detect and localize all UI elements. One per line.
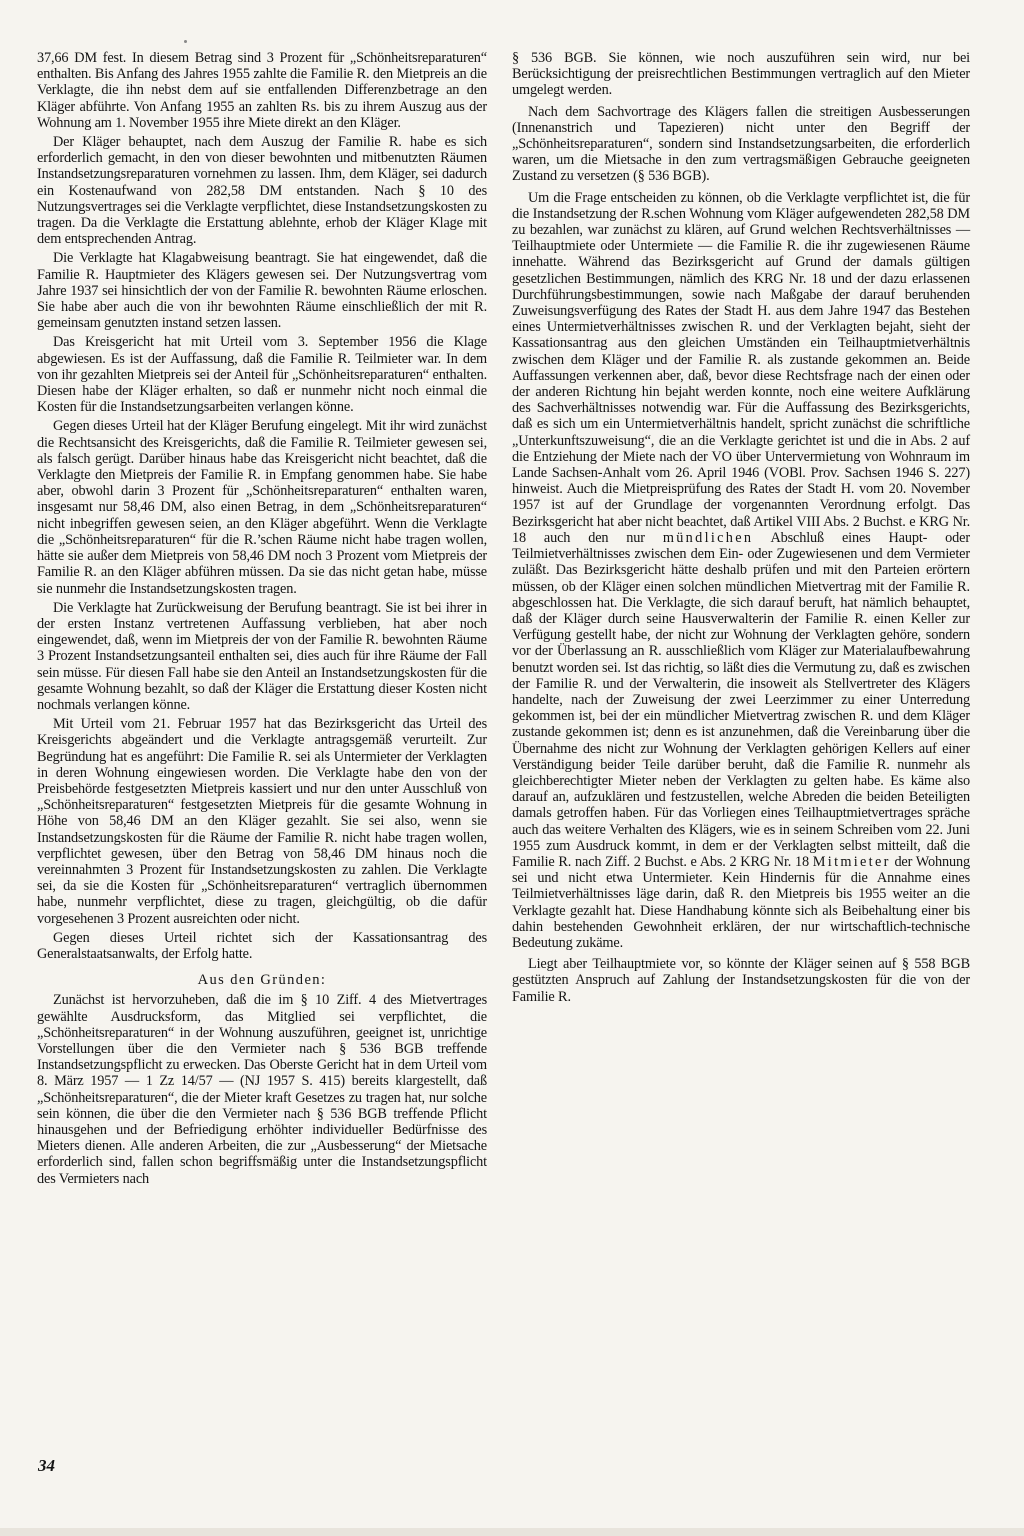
spaced-emphasis: Mitmieter [812,853,891,870]
paragraph: Liegt aber Teilhauptmiete vor, so könnte der Kläger seinen auf § 558 BGB gestützten Anspruch auf Zahlung der Instandsetzungskosten für die von der Familie R. [512,956,970,1005]
paragraph: Der Kläger behauptet, nach dem Auszug der Familie R. habe es sich erforderlich gemacht, in den von dieser bewohnten und mitbenutzten Räumen Instandsetzungsreparaturen vornehmen zu lassen. Ihm, dem Kläger, sei dadurch ein Kostenaufwand von 282,58 DM entstanden. Nach § 10 des Nutzungsvertrages sei die Verklagte verpflichtet, diese Instandsetzungskosten zu tragen. Da die Verklagte die Erstattung ablehnte, erhob der Kläger Klage mit dem entsprechenden Antrag. [37,134,487,248]
page-number: 34 [38,1456,55,1475]
paragraph: Mit Urteil vom 21. Februar 1957 hat das Bezirksgericht das Urteil des Kreisgerichts abgeändert und die Verklagte antragsgemäß verurteilt. Zur Begründung hat es angeführt: Die Familie R. sei als Untermieter der Verklagten in deren Wohnung eingewiesen worden. Die Verklagte habe den von der Preisbehörde festgesetzten Mietpreis kassiert und nur den unter Ausschluß von „Schönheitsreparaturen“ festgesetzten Mietpreis für die gesamte Wohnung in Höhe von 58,46 DM an den Kläger gezahlt. Sie sei also, wenn sie Instandsetzungskosten für die Räume der Familie R. nicht habe tragen wollen, verpflichtet gewesen, über den Betrag von 58,46 DM hinaus noch die vereinnahmten 3 Prozent für Instandsetzungskosten zu zahlen. Die Verklagte sei, da sie die Kosten für „Schönheitsreparaturen“ vertraglich übernommen habe, nunmehr verpflichtet, diese zu tragen, gleichgültig, ob die dafür vorgesehenen 3 Prozent ausreichten oder nicht. [37,716,487,927]
spaced-emphasis: mündlichen [662,529,754,546]
paragraph: Die Verklagte hat Klagabweisung beantragt. Sie hat eingewendet, daß die Familie R. Hauptmieter des Klägers gewesen sei. Der Nutzungsvertrag vom Jahre 1937 sei hinsichtlich der von der Familie R. bewohnten Räume erloschen. Sie habe aber auch die von ihr bewohnten Räume einschließlich der mit R. gemeinsam genutzten instand setzen lassen. [37,250,487,332]
left-column [37,50,487,1190]
text-run: Um die Frage entscheiden zu können, ob die Verklagte verpflichtet ist, die für die Instandsetzung der R.schen Wohnung vom Kläger aufgewendeten 282,58 DM zu bezahlen, war zunächst zu klären, auf Grund welchen Rechtsverhältnisses — Teilhauptmiete oder Untermiete — die Familie R. die ihr zugewiesenen Räume innehatte. Während das Bezirksgericht auf Grund der damals gültigen gesetzlichen Bestimmungen, nämlich des KRG Nr. 18 und der dazu erlassenen Durchführungsbestimmungen, sowie nach Maßgabe der darauf beruhenden Zuweisungsverfügung des Rates der Stadt H. aus dem Jahre 1947 das Bestehen eines Untermietverhältnisses zwischen R. und der Verklagten bejaht, sieht der Kassationsantrag aus den gleichen Umständen ein Teilhauptmietverhältnis zwischen dem Kläger und der Familie R. als zustande gekommen an. Beide Auffassungen verkennen aber, daß, bevor diese Rechtsfrage nach der einen oder der anderen Richtung hin bejaht werden konnte, noch eine weitere Aufklärung des Sachverhältnisses notwendig war. Für die Auffassung des Bezirksgerichts, daß es sich um ein Untermietverhältnis handelt, spricht zunächst die schriftliche „Unterkunftszuweisung“, die an die Verklagte gerichtet ist und die in Abs. 2 auf die Entziehung der Miete nach der VO über Untervermietung von Wohnraum im Lande Sachsen-Anhalt vom 26. April 1946 (VOBl. Prov. Sachsen 1946 S. 227) hinweist. Auch die Mietpreisprüfung des Rates der Stadt H. vom 20. November 1957 ist auf der Grundlage der vorgenannten Verordnung erfolgt. Das Bezirksgericht hat aber nicht beachtet, daß Artikel VIII Abs. 2 Buchst. e KRG Nr. 18 auch den nur [512,189,970,546]
print-speck [184,40,187,43]
paragraph: Die Verklagte hat Zurückweisung der Berufung beantragt. Sie ist bei ihrer in der ersten Instanz vertretenen Auffassung verblieben, hat aber noch eingewendet, daß, wenn im Mietpreis der von der Familie R. bewohnten Räume 3 Prozent Instandsetzungsanteil enthalten sei, dies auch für ihre Räume der Fall sein müsse. Für diesen Fall habe sie den Anteil an Instandsetzungskosten für die gesamte Wohnung bezahlt, so daß der Kläger die Erstattung dieser Kosten nicht nochmals verlangen könne. [37,599,487,713]
paragraph: Gegen dieses Urteil hat der Kläger Berufung eingelegt. Mit ihr wird zunächst die Rechtsansicht des Kreisgerichts, daß die Familie R. Teilmieter gewesen sei, als falsch gerügt. Darüber hinaus habe das Kreisgericht nicht beachtet, daß die Verklagte den Mietpreis der Familie R. in Empfang genommen habe. Sie habe aber, obwohl darin 3 Prozent für „Schönheitsreparaturen“ enthalten waren, insgesamt nur 58,46 DM, also einen Betrag, in dem „Schönheitsreparaturen“ nicht inbegriffen gewesen seien, an den Kläger abgeführt. Wenn die Verklagte die „Schönheitsreparaturen“ für die R.’schen Räume nicht habe tragen wollen, hätte sie außer dem Mietpreis von 58,46 DM noch 3 Prozent vom Mietpreis der Familie R. an den Kläger abführen müssen. Da sie das nicht getan habe, müsse sie nunmehr die Instandsetzungskosten tragen. [37,418,487,597]
text-run: der Wohnung sei und nicht etwa Untermieter. Kein Hindernis für die Annahme eines Teilmietverhältnisses läge darin, daß R. den Mietpreis bis 1955 weiter an die Verklagte gezahlt hat. Diese Handhabung könnte sich als Beibehaltung einer bis dahin bestehenden Gewohnheit erklären, der nur wirtschaftlich-technische Bedeutung zukäme. [512,853,970,951]
paragraph: 37,66 DM fest. In diesem Betrag sind 3 Prozent für „Schönheitsreparaturen“ enthalten. Bis Anfang des Jahres 1955 zahlte die Familie R. den Mietpreis an die Verklagte, die ihn nebst dem auf sie entfallenden Differenzbetrage an den Kläger abführte. Von Anfang 1955 an zahlten Rs. bis zu ihrem Auszug aus der Wohnung am 1. November 1955 ihre Miete direkt an den Kläger. [37,50,487,131]
paragraph: Gegen dieses Urteil richtet sich der Kassationsantrag des Generalstaatsanwalts, der Erfolg hatte. [37,929,487,962]
right-column [512,50,970,1010]
paragraph: Nach dem Sachvortrage des Klägers fallen die streitigen Ausbesserungen (Innenanstrich und Tapezieren) nicht unter den Begriff der „Schönheitsreparaturen“, sondern sind Instandsetzungsarbeiten, die erforderlich waren, um die Mietsache in den zum vertragsmäßigen Gebrauche geeigneten Zustand zu versetzen (§ 536 BGB). [512,103,970,185]
paragraph: Zunächst ist hervorzuheben, daß die im § 10 Ziff. 4 des Mietvertrages gewählte Ausdrucksform, das Mitglied sei verpflichtet, die „Schönheitsreparaturen“ in der Wohnung auszuführen, geeignet ist, unrichtige Vorstellungen über die den Vermieter nach § 536 BGB treffende Instandsetzungspflicht zu erwecken. Das Oberste Gericht hat in dem Urteil vom 8. März 1957 — 1 Zz 14/57 — (NJ 1957 S. 415) bereits klargestellt, daß „Schönheitsreparaturen“, die der Mieter kraft Gesetzes zu tragen hat, nur solche sein können, die über die den Vermieter nach § 536 BGB treffende Pflicht hinausgehen und der Befriedigung erhöhter individueller Bedürfnisse des Mieters dienen. Alle anderen Arbeiten, die zur „Ausbesserung“ der Mietsache erforderlich sind, fallen schon begriffsmäßig unter die Instandsetzungspflicht des Vermieters nach [37,992,487,1187]
paragraph: Das Kreisgericht hat mit Urteil vom 3. September 1956 die Klage abgewiesen. Es ist der Auffassung, daß die Familie R. Teilmieter war. In dem von ihr gezahlten Mietpreis sei der Anteil für „Schönheitsreparaturen“ enthalten. Diesen habe der Kläger erhalten, so daß er nunmehr nicht noch einmal die Kosten für die Instandsetzungsarbeiten verlangen könne. [37,334,487,416]
section-heading: Aus den Gründen: [197,972,327,989]
text-run: Abschluß eines Haupt- oder Teilmietverhältnisses zwischen dem Ein- oder Zugewiesenen und dem Vermieter zuläßt. Das Bezirksgericht hätte deshalb prüfen und mit den Parteien erörtern müssen, ob der Kläger einen solchen mündlichen Mietvertrag mit der Familie R. abgeschlossen hat. Die Verklagte, die sich darauf beruft, hat nämlich behauptet, daß der Kläger durch seine Hausverwalterin der Familie R. einen Keller zur Verfügung gestellt habe, der nicht zur Wohnung der Verklagten gehöre, sondern vor der Überlassung an R. ausschließlich vom Kläger zur Materialaufbewahrung benutzt worden sei. Ist das richtig, so läßt dies die Vermutung zu, daß es zwischen der Familie R. und der Verwalterin, die insoweit als Stellvertreter des Klägers handelte, nach der Zuweisung der zwei Leerzimmer zu einer Unterredung gekommen ist, bei der ein mündlicher Mietvertrag zwischen R. und dem Kläger zustande gekommen ist; denn es ist anzunehmen, daß die Vereinbarung über die Übernahme des nicht zur Wohnung der Verklagten gehörigen Kellers auf einer Verständigung beider Teile darüber beruht, daß die Familie R. nunmehr als gleichberechtigter Mieter neben der Verklagten zu gelten habe. Es käme also darauf an, aufzuklären und festzustellen, welche Abreden die beiden Beteiligten damals getroffen haben. Für das Vorliegen eines Teilhauptmietvertrages spräche auch das weitere Verhalten des Klägers, wie es in seinem Schreiben vom 22. Juni 1955 zum Ausdruck kommt, in dem er der Verklagten selbst mitteilt, daß die Familie R. nach Ziff. 2 Buchst. e Abs. 2 KRG Nr. 18 [512,529,970,870]
page-edge [0,1528,1024,1536]
paragraph: § 536 BGB. Sie können, wie noch auszuführen sein wird, nur bei Berücksichtigung der preisrechtlichen Bestimmungen vertraglich auf den Mieter umgelegt werden. [512,50,970,99]
paragraph [512,190,970,952]
